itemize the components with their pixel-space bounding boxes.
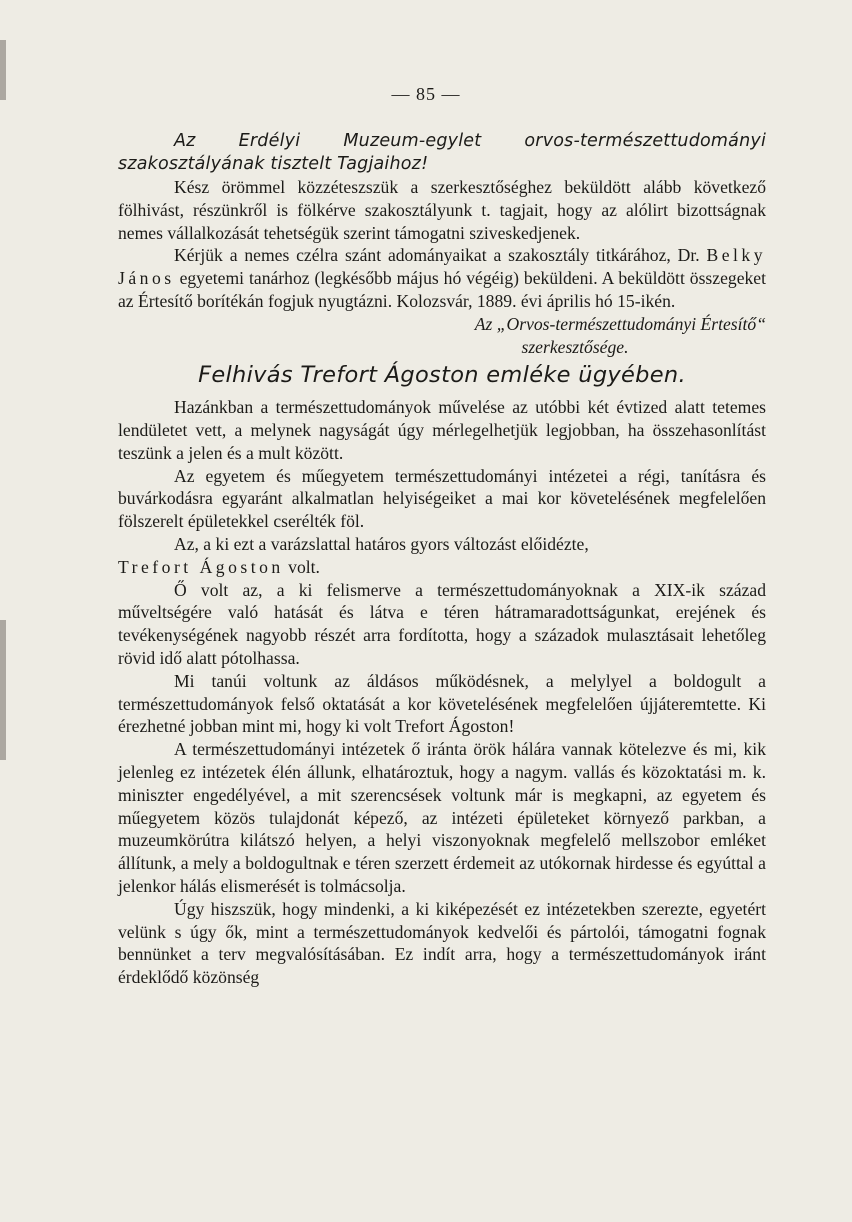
signature-line-2: szerkesztősége.	[521, 336, 629, 357]
article-paragraph-4: Ő volt az, a ki felismerve a természettudományoknak a XIX-ik század műveltségére való hatását és látva e téren hátramaradottságunkat, erejének és tevékenységének nagyobb részét arra fordította, hogy a századok mulasztásait lehetőleg rövid idő alatt pótolhassa.	[118, 579, 766, 668]
secretary-name: Belky János	[118, 245, 766, 289]
article-paragraph-3	[118, 533, 766, 579]
appeal-heading: Az Erdélyi Muzeum-egylet orvos-természettudományi szakosztályának tisztelt Tagjaihoz!	[118, 131, 766, 174]
article-title: Felhivás Trefort Ágoston emléke ügyében.	[198, 362, 686, 389]
trefort-name: Trefort Ágoston	[118, 556, 284, 577]
article-paragraph-5: Mi tanúi voltunk az áldásos működésnek, a melylyel a boldogult a természettudományok felső oktatását a kor követelésének megfelelően újjáteremtette. Ki érezhetné jobban mint mi, hogy ki volt Trefort Ágoston!	[118, 670, 766, 737]
appeal-paragraph-2-text: Kérjük a nemes czélra szánt adományaikat a szakosztály titkárához, Dr.	[174, 245, 700, 266]
text-column	[118, 130, 766, 989]
article-paragraph-2: Az egyetem és műegyetem természettudományi intézetei a régi, tanításra és buvárkodásra egyaránt alkalmatlan helyiségeiket a mai kor követelésének megfelelően fölszerelt épületekkel cserélték föl.	[118, 465, 766, 532]
article-paragraph-6: A természettudományi intézetek ő iránta örök hálára vannak kötelezve és mi, kik jelenleg ez intézetek élén állunk, elhatároztuk, hogy a nagym. vallás és közoktatási m. k. miniszter engedélyével, a mit szerencsések voltunk már is megkapni, az egyetem és műegyetem közös tulajdonát képező, az intézeti épületeket környező parkban, a muzeumkörútra kilátszó helyen, a helyi viszonyoknak megfelelő mellszobor emléket állítunk, a mely a boldogultnak e téren szerzett érdemeit az utókornak hirdesse és egyúttal a jelenkor hálás elismerését is tolmácsolja.	[118, 739, 766, 896]
appeal-paragraph-1: Kész örömmel közzéteszszük a szerkesztőséghez beküldött alább következő fölhivást, részünkről is fölkérve szakosztályunk t. tagjait, hogy az alólirt bizottságnak nemes vállalkozását tehetségük szerint támogatni sziveskedjenek.	[118, 177, 766, 243]
page-number: — 85 —	[391, 84, 461, 104]
article-paragraph-1: Hazánkban a természettudományok művelése az utóbbi két évtized alatt tetemes lendületet vett, a melynek nagyságát úgy mérlegelhetjük legjobban, ha összehasonlítást teszünk a jelen és a mult között.	[118, 397, 766, 463]
scan-edge-mark	[0, 620, 6, 760]
appeal-paragraph-2-text: egyetemi tanárhoz (legkésőbb május hó végéig) beküldeni. A beküldött összegeket az Értesítő borítékán fogjuk nyugtázni. Kolozsvár, 1889. évi április hó 15-ikén.	[118, 268, 766, 311]
signature-line-1: Az „Orvos-természettudományi Értesítő“	[474, 313, 766, 334]
article-paragraph-7: Úgy hiszszük, hogy mindenki, a ki kiképezését ez intézetekben szerezte, egyetért velünk s úgy ők, mint a természettudományok kedvelői és pártolói, támogatni fognak bennünket a terv megvalósításában. Ez indít arra, hogy a természettudományok iránt érdeklődő közönség	[118, 898, 766, 988]
article-paragraph-3-text: Az, a ki ezt a varázslattal határos gyors változást előidézte,	[174, 533, 589, 554]
article-paragraph-3-text: volt.	[288, 556, 320, 577]
appeal-paragraph-2	[118, 244, 766, 312]
